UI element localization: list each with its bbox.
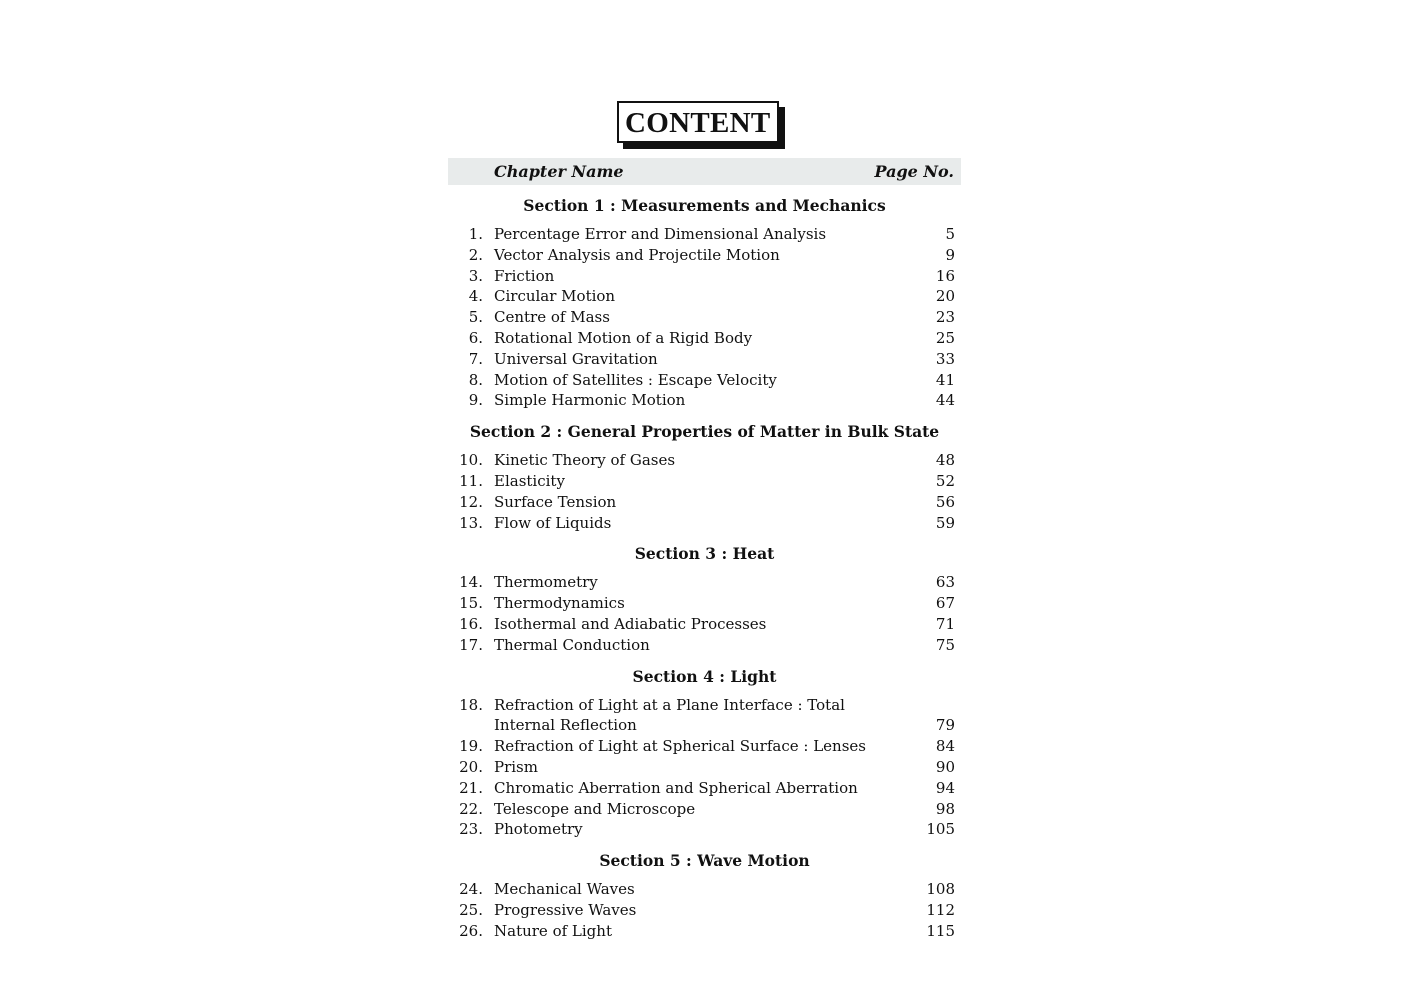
chapter-number: 24. [459,880,483,899]
section-heading: Section 5 : Wave Motion [599,851,810,871]
chapter-title: Telescope and Microscope [494,799,696,818]
chapter-entry [448,778,961,799]
chapter-page-number: 84 [935,737,955,756]
chapter-entry [448,370,961,391]
chapter-page-number: 75 [935,635,955,654]
chapter-entry [448,736,961,757]
chapter-number: 15. [459,594,483,613]
chapter-title: Simple Harmonic Motion [494,391,686,410]
chapter-entry [448,471,961,492]
chapter-title: Thermometry [494,573,598,592]
chapter-page-number: 52 [935,471,955,490]
chapter-page-number: 20 [935,287,955,306]
chapter-number: 6. [468,328,483,347]
chapter-title: Refraction of Light at a Plane Interface : Total [494,695,845,714]
chapter-title: Percentage Error and Dimensional Analysis [494,225,827,243]
chapter-entry [448,513,961,534]
chapter-number: 3. [468,266,483,285]
chapter-name-header: Chapter Name [494,162,624,181]
chapter-title: Universal Gravitation [494,349,658,368]
chapter-number: 18. [459,695,483,714]
chapter-number: 22. [459,799,483,818]
section-heading: Section 4 : Light [632,666,777,686]
chapter-title: Vector Analysis and Projectile Motion [494,245,780,264]
chapter-page-number: 56 [935,492,955,511]
chapter-entry [448,224,961,245]
chapter-page-number: 5 [945,225,955,243]
chapter-entry [448,799,961,820]
chapter-page-number: 23 [935,308,955,327]
chapter-title: Nature of Light [494,921,612,940]
chapter-title: Rotational Motion of a Rigid Body [494,328,753,347]
chapter-title: Flow of Liquids [494,513,612,532]
chapter-number: 4. [468,287,483,306]
chapter-title: Centre of Mass [494,308,610,327]
chapter-number: 20. [459,757,483,776]
chapter-entry [448,328,961,349]
chapter-number: 19. [459,737,483,756]
chapter-page-number: 79 [935,716,955,735]
chapter-entry [448,614,961,635]
chapter-number: 8. [468,370,483,389]
chapter-page-number: 115 [926,921,955,940]
table-of-contents [448,194,961,942]
chapter-page-number: 33 [935,349,955,368]
chapter-number: 11. [459,471,483,490]
chapter-page-number: 90 [935,757,955,776]
chapter-title: Motion of Satellites : Escape Velocity [494,370,777,389]
chapter-title: Thermal Conduction [494,635,650,654]
chapter-entry [448,492,961,513]
chapter-page-number: 67 [935,594,955,613]
chapter-entry [448,390,961,411]
chapter-page-number: 59 [935,513,955,532]
chapter-title: Internal Reflection [494,716,637,735]
chapter-number: 9. [468,391,483,410]
chapter-number: 12. [459,492,483,511]
chapter-title: Photometry [494,820,583,839]
chapter-number: 26. [459,921,483,940]
chapter-title: Refraction of Light at Spherical Surface : Lenses [494,737,866,756]
chapter-entry [448,245,961,266]
chapter-entry [448,819,961,840]
column-header-bar [448,158,961,185]
chapter-page-number: 44 [935,391,955,410]
chapter-title: Friction [494,266,555,285]
chapter-title: Kinetic Theory of Gases [494,451,676,470]
chapter-title: Surface Tension [494,492,617,511]
section-heading: Section 2 : General Properties of Matter in Bulk State [469,422,940,442]
chapter-entry [448,593,961,614]
chapter-title: Chromatic Aberration and Spherical Aberration [494,778,858,797]
chapter-number: 16. [459,614,483,633]
chapter-entry [448,266,961,287]
chapter-entry [448,307,961,328]
content-title-box [617,101,779,143]
chapter-title: Isothermal and Adiabatic Processes [494,614,767,633]
chapter-page-number: 94 [935,778,955,797]
chapter-number: 5. [468,308,483,327]
chapter-title: Mechanical Waves [494,880,635,899]
chapter-number: 10. [459,451,483,470]
chapter-page-number: 105 [926,820,955,839]
chapter-entry [448,572,961,593]
chapter-number: 21. [459,778,483,797]
chapter-number: 14. [459,573,483,592]
chapter-number: 25. [459,900,483,919]
chapter-page-number: 108 [926,880,955,899]
chapter-page-number: 25 [935,328,955,347]
chapter-title: Progressive Waves [494,900,637,919]
chapter-entry [448,715,961,736]
chapter-entry [448,286,961,307]
chapter-page-number: 16 [935,266,955,285]
chapter-page-number: 63 [935,573,955,592]
chapter-page-number: 98 [935,799,955,818]
chapter-title: Thermodynamics [494,594,625,613]
chapter-entry [448,450,961,471]
page-title: CONTENT [617,101,779,143]
chapter-number: 7. [468,349,483,368]
chapter-page-number: 41 [935,370,955,389]
chapter-number: 17. [459,635,483,654]
chapter-entry [448,921,961,942]
section-heading: Section 3 : Heat [634,544,775,564]
chapter-page-number: 48 [935,451,955,470]
chapter-title: Circular Motion [494,287,616,306]
chapter-entry [448,695,961,716]
chapter-page-number: 9 [945,245,955,264]
chapter-entry [448,757,961,778]
chapter-entry [448,879,961,900]
chapter-page-number: 71 [935,614,955,633]
chapter-page-number: 112 [926,900,955,919]
chapter-number: 13. [459,513,483,532]
chapter-number: 23. [459,820,483,839]
section-heading: Section 1 : Measurements and Mechanics [523,196,886,215]
page-no-header: Page No. [874,162,954,181]
chapter-title: Prism [494,757,538,776]
chapter-title: Elasticity [494,471,565,490]
chapter-entry [448,349,961,370]
chapter-number: 2. [468,245,483,264]
chapter-number: 1. [468,225,483,243]
chapter-entry [448,900,961,921]
chapter-entry [448,635,961,656]
